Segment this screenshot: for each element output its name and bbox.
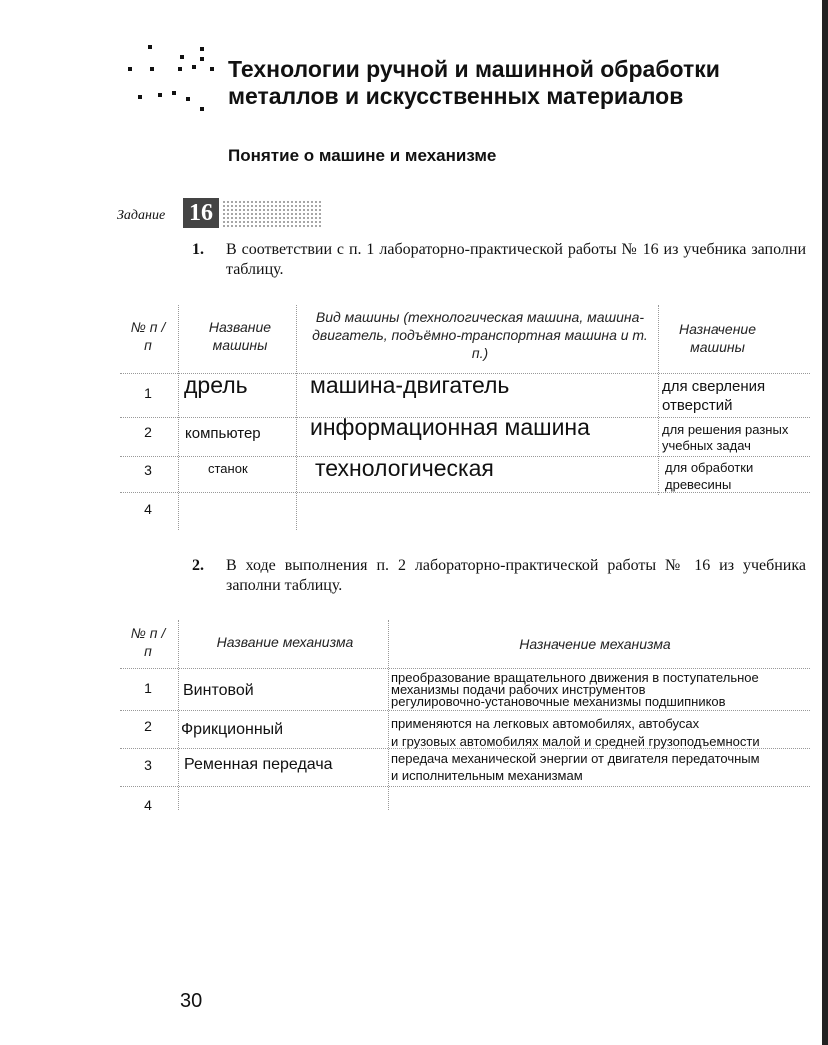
section-subtitle: Понятие о машине и механизме — [228, 146, 497, 165]
header-machine-type: Вид машины (технологическая машина, машина-двигатель, подъёмно-транспортная машина и т. п.) — [312, 309, 648, 361]
purpose-line: применяются на легковых автомобилях, автобусах — [391, 716, 700, 731]
machine-purpose: для обработки древесины — [665, 460, 754, 492]
mechanism-purpose — [391, 750, 760, 784]
row-number: 1 — [144, 680, 152, 696]
mechanism-purpose — [391, 715, 760, 751]
purpose-line: передача механической энергии от двигателя передаточным — [391, 751, 760, 766]
task-number: 2. — [192, 557, 204, 574]
purpose-line: и грузовых автомобилях малой и средней грузоподъемности — [391, 734, 760, 749]
assignment-label: Задание — [117, 208, 166, 223]
page-number: 30 — [180, 990, 203, 1012]
decorative-dots-icon — [120, 45, 220, 115]
chapter-title — [228, 56, 720, 110]
mechanism-purpose — [391, 672, 759, 708]
title-line-2: металлов и искусственных материалов — [228, 83, 684, 109]
header-mechanism-name: Название механизма — [216, 634, 354, 650]
row-number: 4 — [144, 797, 152, 813]
row-number: 4 — [144, 501, 152, 517]
machine-purpose: для решения разных учебных задач — [662, 422, 789, 453]
machine-name: дрель — [184, 372, 248, 398]
machine-purpose: для сверления отверстий — [662, 378, 766, 414]
machine-type: технологическая — [315, 455, 494, 481]
task-number: 1. — [192, 241, 204, 258]
assignment-number: 16 — [183, 198, 219, 228]
header-number: № п / п — [130, 319, 166, 353]
title-line-1: Технологии ручной и машинной обработки — [228, 56, 720, 82]
row-number: 2 — [144, 718, 152, 734]
header-machine-name: Название машины — [208, 319, 272, 353]
row-number: 2 — [144, 424, 152, 440]
row-number: 3 — [144, 462, 152, 478]
hatch-decoration — [222, 200, 322, 228]
task-2 — [192, 556, 806, 596]
header-machine-purpose: Назначение машины — [679, 321, 756, 355]
purpose-line: регулировочно-установочные механизмы подшипников — [391, 694, 726, 709]
machine-name: компьютер — [185, 425, 261, 442]
row-number: 3 — [144, 757, 152, 773]
task-text: В соответствии с п. 1 лабораторно-практической работы № 16 из учебника заполни таблицу. — [226, 241, 806, 278]
machine-type: машина-двигатель — [310, 372, 510, 398]
scan-edge — [822, 0, 828, 1045]
mechanism-name: Винтовой — [183, 682, 254, 699]
mechanism-name: Фрикционный — [181, 721, 284, 738]
purpose-line: преобразование вращательного движения в поступательное — [391, 670, 759, 685]
machine-name: станок — [208, 461, 248, 476]
task-text: В ходе выполнения п. 2 лабораторно-практической работы № 16 из учебника заполни таблицу. — [226, 557, 806, 594]
mechanism-name: Ременная передача — [184, 756, 333, 773]
machine-type: информационная машина — [310, 414, 590, 440]
task-1 — [192, 240, 806, 280]
purpose-line: механизмы подачи рабочих инструментов — [391, 682, 646, 697]
header-mechanism-purpose: Назначение механизма — [519, 636, 671, 652]
header-number: № п / п — [130, 625, 166, 659]
purpose-line: и исполнительным механизмам — [391, 768, 583, 783]
row-number: 1 — [144, 385, 152, 401]
